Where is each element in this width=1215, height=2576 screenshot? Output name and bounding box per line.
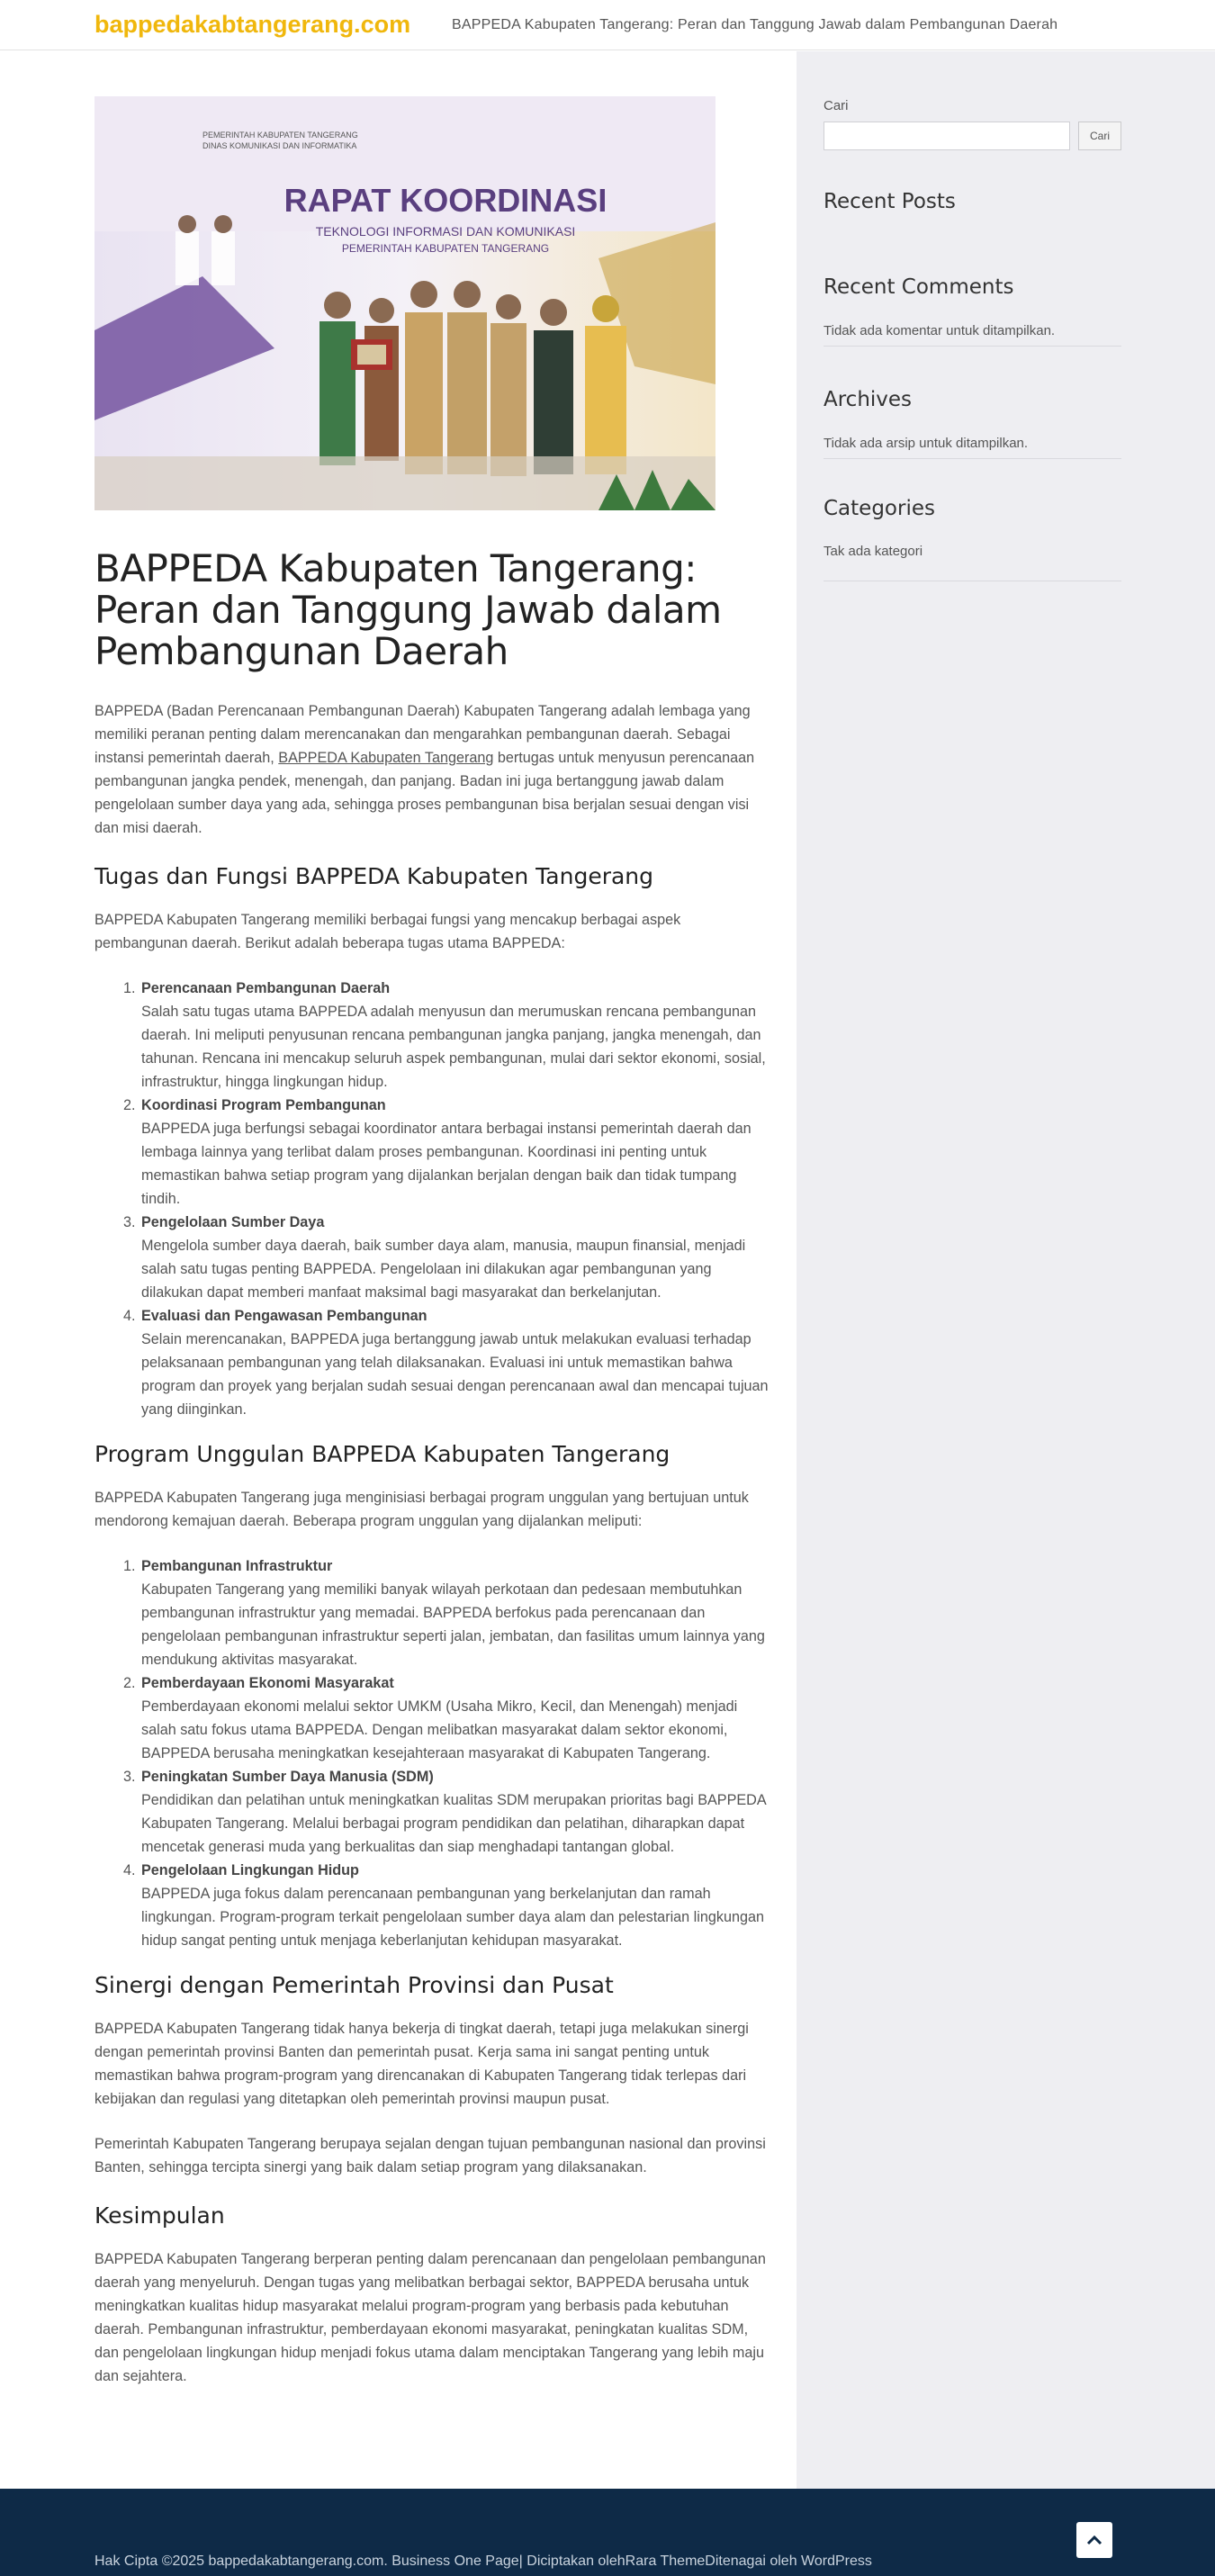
list-item-title: 3. Peningkatan Sumber Daya Manusia (SDM) xyxy=(141,1769,434,1785)
sidebar xyxy=(796,51,1215,2489)
list-item xyxy=(140,1859,774,1952)
recent-comments-title: Recent Comments xyxy=(824,275,1014,299)
back-to-top-button[interactable] xyxy=(1076,2522,1112,2558)
list-item xyxy=(140,1765,774,1859)
site-header xyxy=(0,0,1215,50)
banner-sub2: PEMERINTAH KABUPATEN TANGERANG xyxy=(341,242,550,255)
list-item xyxy=(140,1211,774,1304)
list-item-title: 4. Evaluasi dan Pengawasan Pembangunan xyxy=(141,1308,428,1324)
list-item-title: 3. Pengelolaan Sumber Daya xyxy=(141,1214,325,1230)
list-item-desc: Selain merencanakan, BAPPEDA juga bertanggung jawab untuk melakukan evaluasi terhadap pelaksanaan pembangunan yang telah dilaksanakan. Evaluasi ini untuk memastikan bahwa program dan proyek yang berjalan sudah sesuai dengan perencanaan awal dan mencapai tujuan yang diinginkan. xyxy=(141,1331,769,1418)
heading-program: Program Unggulan BAPPEDA Kabupaten Tangerang xyxy=(94,1441,670,1467)
list-item-desc: Pendidikan dan pelatihan untuk meningkatkan kualitas SDM merupakan prioritas bagi BAPPEDA Kabupaten Tangerang. Melalui berbagai program pendidikan dan pelatihan, diharapkan dapat mencetak generasi muda yang berkualitas dan siap menghadapi tantangan global. xyxy=(141,1792,766,1855)
list-item-title: 4. Pengelolaan Lingkungan Hidup xyxy=(141,1862,359,1878)
list-item-desc: Salah satu tugas utama BAPPEDA adalah menyusun dan merumuskan rencana pembangunan daerah. Ini meliputi penyusunan rencana pembangunan jangka panjang, jangka menengah, dan tahunan. Rencana ini mencakup seluruh aspek pembangunan, mulai dari sektor ekonomi, sosial, infrastruktur, hingga lingkungan hidup. xyxy=(141,1004,766,1090)
footer-text: Hak Cipta ©2025 bappedakabtangerang.com. Business One Page| Diciptakan olehRara ThemeDitenagai oleh WordPress xyxy=(94,2553,872,2569)
list-item xyxy=(140,1554,774,1671)
bappeda-link[interactable]: BAPPEDA Kabupaten Tangerang xyxy=(278,750,494,766)
nav-item-post[interactable]: BAPPEDA Kabupaten Tangerang: Peran dan Tanggung Jawab dalam Pembangunan Daerah xyxy=(452,17,1058,32)
banner-title: RAPAT KOORDINASI xyxy=(284,182,608,219)
search-button[interactable]: Cari xyxy=(1078,122,1121,150)
tugas-list xyxy=(140,977,774,1421)
categories-title: Categories xyxy=(824,497,935,520)
list-item xyxy=(140,1304,774,1421)
banner-sub1: TEKNOLOGI INFORMASI DAN KOMUNIKASI xyxy=(315,224,576,239)
banner-line2: DINAS KOMUNIKASI DAN INFORMATIKA xyxy=(202,141,357,150)
intro-text-start: BAPPEDA (Badan Perencanaan Pembangunan Daerah) Kabupaten Tangerang adalah lembaga yang memiliki peranan penting dalam merencanakan dan mengarahkan pembangunan daerah. Sebagai instansi pemerintah daerah, xyxy=(94,703,751,766)
heading-kesimpulan: Kesimpulan xyxy=(94,2202,225,2229)
search-label: Cari xyxy=(824,98,849,113)
list-item-title: 1. Perencanaan Pembangunan Daerah xyxy=(141,980,391,996)
featured-image xyxy=(94,96,716,510)
paragraph-sinergi-1: BAPPEDA Kabupaten Tangerang tidak hanya bekerja di tingkat daerah, tetapi juga melakukan sinergi dengan pemerintah provinsi Banten dan pemerintah pusat. Kerja sama ini sangat penting untuk memastikan bahwa program-program yang direncanakan di Kabupaten Tangerang tidak terlepas dari kebijakan dan regulasi yang ditetapkan oleh pemerintah provinsi maupun pusat. xyxy=(94,2021,749,2107)
list-item-desc: Pemberdayaan ekonomi melalui sektor UMKM (Usaha Mikro, Kecil, dan Menengah) menjadi salah satu fokus utama BAPPEDA. Dengan melibatkan masyarakat dalam sektor ekonomi, BAPPEDA berusaha meningkatkan kesejahteraan masyarakat di Kabupaten Tangerang. xyxy=(141,1698,738,1761)
recent-comments-text: Tidak ada komentar untuk ditampilkan. xyxy=(824,323,1121,347)
intro-paragraph xyxy=(94,699,774,840)
list-item xyxy=(140,1094,774,1211)
post-title: BAPPEDA Kabupaten Tangerang: Peran dan Tanggung Jawab dalam Pembangunan Daerah xyxy=(94,546,722,673)
list-item xyxy=(140,1671,774,1765)
paragraph-sinergi-2: Pemerintah Kabupaten Tangerang berupaya sejalan dengan tujuan pembangunan nasional dan provinsi Banten, sehingga tercipta sinergi yang baik dalam setiap program yang dilaksanakan. xyxy=(94,2136,766,2175)
list-item-desc: BAPPEDA juga berfungsi sebagai koordinator antara berbagai instansi pemerintah daerah dan lembaga lainnya yang terlibat dalam proses pembangunan. Koordinasi ini penting untuk memastikan bahwa setiap program yang dijalankan berjalan dengan baik dan tidak tumpang tindih. xyxy=(141,1121,752,1207)
archives-title: Archives xyxy=(824,388,913,411)
list-item-desc: BAPPEDA juga fokus dalam perencanaan pembangunan yang berkelanjutan dan ramah lingkungan. Program-program terkait pengelolaan sumber daya alam dan pelestarian lingkungan hidup sangat penting untuk menjaga keberlanjutan kehidupan masyarakat. xyxy=(141,1886,764,1949)
list-item-desc: Mengelola sumber daya daerah, baik sumber daya alam, manusia, maupun finansial, menjadi salah satu tugas penting BAPPEDA. Pengelolaan ini dilakukan agar pembangunan yang dilakukan dapat memberi manfaat maksimal bagi masyarakat dan berkelanjutan. xyxy=(141,1238,746,1301)
paragraph-kesimpulan: BAPPEDA Kabupaten Tangerang berperan penting dalam perencanaan dan pengelolaan pembangunan daerah yang menyeluruh. Dengan tugas yang melibatkan berbagai sektor, BAPPEDA berusaha untuk meningkatkan kualitas hidup masyarakat melalui program-program yang berbasis pada kebutuhan daerah. Pembangunan infrastruktur, pemberdayaan ekonomi masyarakat, peningkatan kualitas SDM, dan pengelolaan lingkungan hidup menjadi fokus utama dalam menciptakan Tangerang yang lebih maju dan sejahtera. xyxy=(94,2251,766,2384)
list-item-title: 2. Koordinasi Program Pembangunan xyxy=(141,1097,386,1113)
program-list xyxy=(140,1554,774,1952)
paragraph-tugas: BAPPEDA Kabupaten Tangerang memiliki berbagai fungsi yang mencakup berbagai aspek pembangunan daerah. Berikut adalah beberapa tugas utama BAPPEDA: xyxy=(94,912,681,951)
search-input[interactable] xyxy=(824,122,1070,150)
intro-text-end: bertugas untuk menyusun perencanaan pembangunan jangka pendek, menengah, dan panjang. Badan ini juga bertanggung jawab dalam pengelolaan sumber daya yang ada, sehingga proses pembangunan bisa berjalan sesuai dengan visi dan misi daerah. xyxy=(94,750,755,836)
paragraph-program: BAPPEDA Kabupaten Tangerang juga menginisiasi berbagai program unggulan yang bertujuan untuk mendorong kemajuan daerah. Beberapa program unggulan yang dijalankan meliputi: xyxy=(94,1490,749,1529)
categories-text: Tak ada kategori xyxy=(824,544,1121,581)
list-item-desc: Kabupaten Tangerang yang memiliki banyak wilayah perkotaan dan pedesaan membutuhkan pembangunan infrastruktur yang memadai. BAPPEDA berfokus pada perencanaan dan pengelolaan pembangunan infrastruktur seperti jalan, jembatan, dan fasilitas umum lainnya yang mendukung aktivitas masyarakat. xyxy=(141,1581,765,1668)
site-footer xyxy=(0,2489,1215,2576)
heading-sinergi: Sinergi dengan Pemerintah Provinsi dan Pusat xyxy=(94,1972,614,1998)
post-content xyxy=(94,699,774,2409)
chevron-up-icon xyxy=(1086,2535,1102,2545)
list-item-title: 2. Pemberdayaan Ekonomi Masyarakat xyxy=(141,1675,394,1691)
banner-line1: PEMERINTAH KABUPATEN TANGERANG xyxy=(202,131,358,140)
site-title-link[interactable]: bappedakabtangerang.com xyxy=(94,11,411,38)
archives-text: Tidak ada arsip untuk ditampilkan. xyxy=(824,436,1121,459)
recent-posts-title: Recent Posts xyxy=(824,190,956,213)
main-content xyxy=(0,51,796,2489)
list-item-title: 1. Pembangunan Infrastruktur xyxy=(141,1558,333,1574)
list-item xyxy=(140,977,774,1094)
heading-tugas: Tugas dan Fungsi BAPPEDA Kabupaten Tangerang xyxy=(94,863,654,889)
